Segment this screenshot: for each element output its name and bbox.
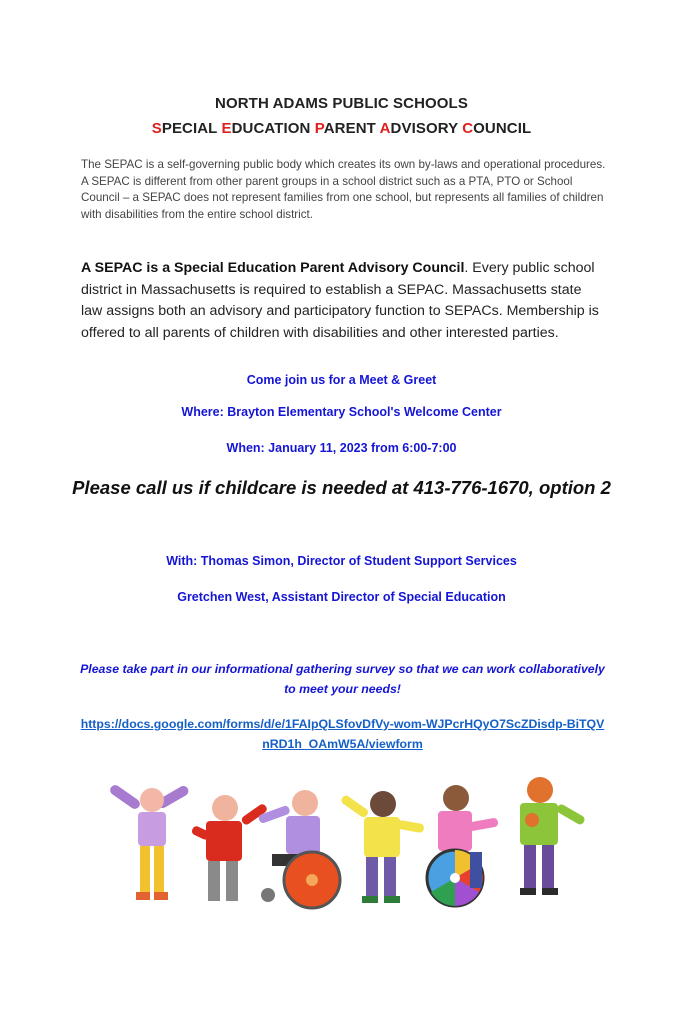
survey-link[interactable]: https://docs.google.com/forms/d/e/1FAIpQLSfovDfVy-wom-WJPcrHQyO7ScZDisdp-BiTQVnRD1h_OAmW5A/viewform xyxy=(80,717,605,751)
school-name-heading: NORTH ADAMS PUBLIC SCHOOLS xyxy=(215,95,468,112)
definition-rest: . Every public school district in Massachusetts is required to establish a SEPAC. Massachusetts state law assigns both an advisory and participatory function to SEPACs. Membership is offered to all parents of children with disabilities and other interested parties. xyxy=(81,260,599,341)
host-thomas-simon: With: Thomas Simon, Director of Student Support Services xyxy=(166,554,517,568)
child-figure xyxy=(191,795,269,901)
child-figure xyxy=(427,785,499,906)
child-figure xyxy=(340,791,425,903)
event-date-time: When: January 11, 2023 from 6:00-7:00 xyxy=(226,441,457,455)
event-location: Where: Brayton Elementary School's Welcome Center xyxy=(181,405,502,419)
child-figure xyxy=(258,790,340,908)
word-parent: PARENT xyxy=(314,120,376,137)
definition-paragraph xyxy=(81,258,606,344)
definition-bold: A SEPAC is a Special Education Parent Advisory Council xyxy=(81,260,465,276)
meet-greet-invite: Come join us for a Meet & Greet xyxy=(246,373,437,387)
word-education: EDUCATION xyxy=(221,120,311,137)
word-council: COUNCIL xyxy=(462,120,532,137)
child-figure xyxy=(520,777,586,895)
childcare-notice: Please call us if childcare is needed at 413-776-1670, option 2 xyxy=(72,477,611,498)
host-gretchen-west: Gretchen West, Assistant Director of Special Education xyxy=(177,590,506,604)
child-figure xyxy=(108,783,190,900)
intro-paragraph: The SEPAC is a self-governing public body which creates its own by-laws and operational procedures. A SEPAC is different from other parent groups in a school district such as a PTA, PTO or School Council – a SEPAC does not represent families from one school, but represents all families of children with disabilities from the entire school district. xyxy=(81,158,606,221)
word-advisory: ADVISORY xyxy=(379,120,458,137)
children-illustration xyxy=(100,770,590,920)
word-special: SPECIAL xyxy=(151,120,218,137)
survey-invitation: Please take part in our informational gathering survey so that we can work collaboratively to meet your needs! xyxy=(80,662,605,696)
council-name-heading xyxy=(0,120,683,137)
